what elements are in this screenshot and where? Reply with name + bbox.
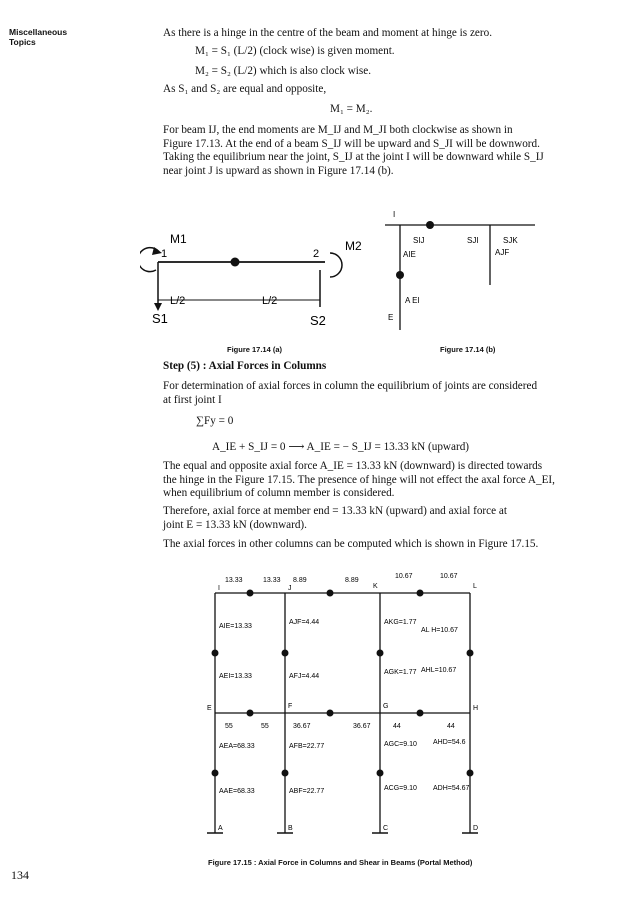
axial-label: AHL=10.67 (421, 667, 457, 674)
hinge-dot (467, 770, 474, 777)
axial-label: AL H=10.67 (421, 627, 458, 634)
label-aei: A EI (405, 296, 420, 305)
label-ajf: AJF (495, 248, 510, 257)
equation-m1: M₁ = S₁ (L/2) (clock wise) is given moment. (195, 45, 395, 57)
value-label: 55 (261, 723, 269, 730)
hinge-dot (327, 710, 334, 717)
joint-label: B (288, 825, 293, 832)
caption-fig-17-14a: Figure 17.14 (a) (227, 345, 283, 354)
text-line: The equal and opposite axial force A_IE = 13.33 kN (downward) is directed towards (163, 460, 543, 472)
value-label: 8.89 (345, 577, 359, 584)
axial-label: ADH=54.67 (433, 785, 470, 792)
dim-right: L/2 (262, 295, 278, 307)
hinge-dot (282, 770, 289, 777)
hinge-dot (212, 770, 219, 777)
paragraph-hinge: As there is a hinge in the centre of the beam and moment at hinge is zero. (163, 27, 492, 39)
hinge-dot (247, 590, 254, 597)
label-sij: SIJ (413, 236, 425, 245)
joint-label: C (383, 825, 389, 832)
caption-fig-17-14b: Figure 17.14 (b) (440, 345, 496, 354)
equation-m1-m2: M₁ = M₂. (330, 103, 373, 115)
text-line: when equilibrium of column member is considered. (163, 487, 395, 500)
figure-17-14a (140, 225, 365, 340)
joint-label: K (373, 583, 378, 590)
label-sji: SJI (467, 236, 479, 245)
axial-label: AKG=1.77 (384, 619, 417, 626)
axial-label: AHD=54.6 (433, 739, 466, 746)
axial-label: ABF=22.77 (289, 788, 325, 795)
text-line: For determination of axial forces in column the equilibrium of joints are considered (163, 380, 538, 392)
joint-label: E (207, 705, 212, 712)
dim-left: L/2 (170, 295, 186, 307)
text-line: Therefore, axial force at member end = 13.33 kN (upward) and axial force at (163, 505, 507, 517)
hinge-dot (396, 271, 404, 279)
joint-label: I (218, 585, 220, 592)
axial-label: AEA=68.33 (219, 743, 255, 750)
value-label: 44 (447, 723, 455, 730)
text-line: Taking the equilibrium near the joint, S_IJ at the joint I will be downward while S_IJ (163, 151, 544, 164)
value-label: 13.33 (225, 577, 243, 584)
equation-aie: A_IE + S_IJ = 0 ⟶ A_IE = − S_IJ = 13.33 kN (upward) (212, 441, 470, 453)
axial-label: ACG=9.10 (384, 785, 417, 792)
joint-i: I (393, 210, 396, 219)
paragraph-beam-ij (163, 124, 544, 178)
axial-label: AFJ=4.44 (289, 673, 320, 680)
axial-label: AEI=13.33 (219, 673, 252, 680)
value-label: 13.33 (263, 577, 281, 584)
equation-m2: M₂ = S₂ (L/2) which is also clock wise. (195, 65, 371, 77)
paragraph-equal: As S₁ and S₂ are equal and opposite, (163, 83, 327, 95)
paragraph-determination (163, 380, 537, 407)
arrowhead (154, 303, 162, 311)
sidebar-line2: Topics (9, 37, 36, 47)
hinge-dot (467, 650, 474, 657)
hinge-dot (417, 590, 424, 597)
joint-label: J (288, 585, 292, 592)
hinge-dot (231, 258, 240, 267)
label-m1: M1 (170, 232, 187, 246)
caption-fig-17-15: Figure 17.15 : Axial Force in Columns and Shear in Beams (Portal Method) (208, 858, 473, 867)
value-label: 10.67 (395, 573, 413, 580)
page-number: 134 (11, 868, 29, 882)
joint-label: H (473, 705, 479, 712)
sidebar-line1: Miscellaneous (9, 27, 68, 37)
axial-label: AJF=4.44 (289, 619, 320, 626)
value-label: 55 (225, 723, 233, 730)
equation-sum-fy: ∑Fy = 0 (196, 415, 234, 427)
value-label: 8.89 (293, 577, 307, 584)
text-line: at first joint I (163, 393, 222, 406)
label-m2: M2 (345, 239, 362, 253)
joint-label: D (473, 825, 479, 832)
text-line: joint E = 13.33 kN (downward). (163, 518, 307, 531)
axial-label: AGK=1.77 (384, 669, 417, 676)
figure-17-15 (195, 568, 495, 848)
node-1: 1 (161, 248, 168, 260)
value-label: 36.67 (353, 723, 371, 730)
joint-label: A (218, 825, 223, 832)
axial-label: AIE=13.33 (219, 623, 252, 630)
hinge-dot (247, 710, 254, 717)
node-2: 2 (313, 248, 320, 260)
moment-arrow-m2 (330, 253, 342, 277)
joint-e: E (388, 313, 394, 322)
text-line: near joint J is upward as shown in Figure 17.14 (b). (163, 164, 394, 177)
paragraph-therefore (163, 505, 507, 532)
value-label: 10.67 (440, 573, 458, 580)
paragraph-equal-opposite (163, 460, 555, 501)
axial-label: AFB=22.77 (289, 743, 325, 750)
axial-label: AGC=9.10 (384, 741, 417, 748)
hinge-dot (282, 650, 289, 657)
joint-label: G (383, 703, 389, 710)
hinge-dot (377, 650, 384, 657)
sidebar-topic (9, 27, 67, 47)
joint-label: L (473, 583, 477, 590)
axial-label: AAE=68.33 (219, 788, 255, 795)
hinge-dot (212, 650, 219, 657)
hinge-dot (377, 770, 384, 777)
label-aie: AIE (403, 250, 416, 259)
label-s1: S1 (152, 311, 168, 326)
section-heading-step5: Step (5) : Axial Forces in Columns (163, 360, 327, 372)
text-line: the hinge in the Figure 17.15. The presence of hinge will not effect the axal force A_EI, (163, 473, 555, 486)
text-line: For beam IJ, the end moments are M_IJ and M_JI both clockwise as shown in (163, 124, 513, 136)
hinge-dot (426, 221, 434, 229)
label-sjk: SJK (503, 236, 518, 245)
figure-17-14b (375, 205, 545, 335)
value-label: 36.67 (293, 723, 311, 730)
text-line: Figure 17.13. At the end of a beam S_IJ will be upward and S_JI will be downword. (163, 137, 540, 150)
value-label: 44 (393, 723, 401, 730)
paragraph-other-columns: The axial forces in other columns can be computed which is shown in Figure 17.15. (163, 538, 539, 550)
hinge-dot (327, 590, 334, 597)
hinge-dot (417, 710, 424, 717)
label-s2: S2 (310, 313, 326, 328)
joint-label: F (288, 703, 293, 710)
